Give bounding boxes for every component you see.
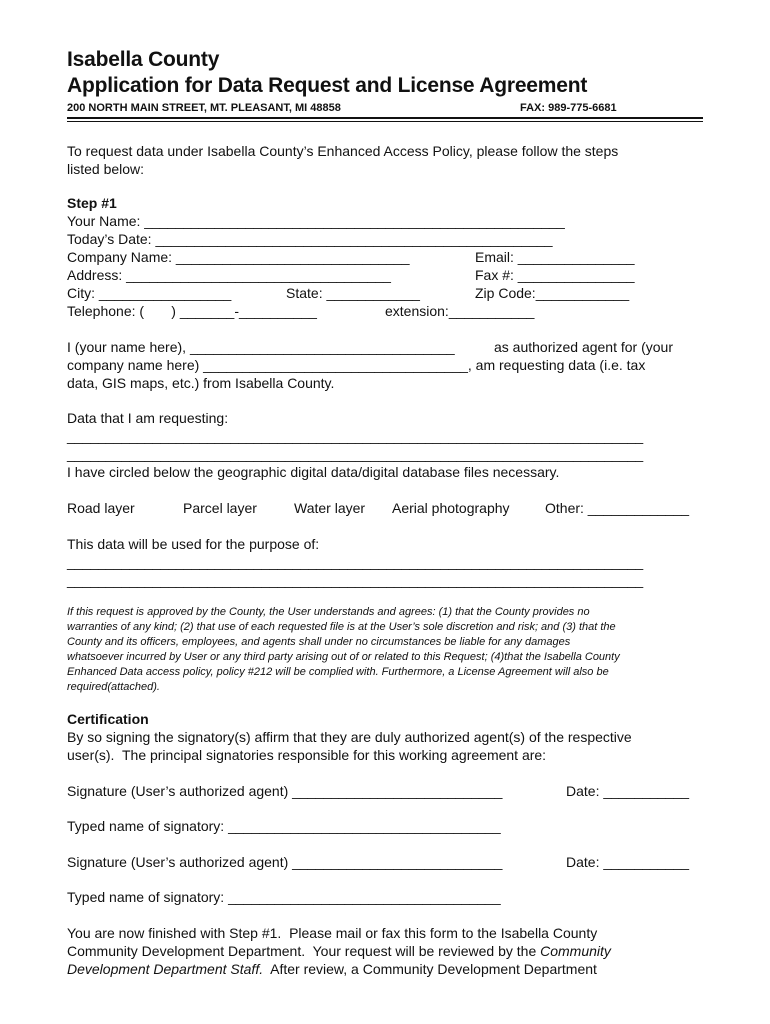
step1-heading: Step #1 (67, 195, 117, 211)
date-field-1[interactable]: Date: ___________ (566, 783, 689, 799)
agent-line-3: data, GIS maps, etc.) from Isabella County. (67, 375, 335, 391)
requesting-blank-2[interactable]: __________________________________________________________________________ (67, 446, 644, 462)
date-field-2[interactable]: Date: ___________ (566, 854, 689, 870)
city-field[interactable]: City: _________________ (67, 285, 232, 301)
disclaimer-line-2: warranties of any kind; (2) that use of each requested file is at the User’s sole discretion and risk; and (3) that the (67, 621, 616, 633)
certification-line-1: By so signing the signatory(s) affirm that they are duly authorized agent(s) of the respective (67, 729, 632, 745)
state-field[interactable]: State: ____________ (286, 285, 420, 301)
your-name-field[interactable]: Your Name: ______________________________________________________ (67, 213, 565, 229)
certification-line-2: user(s). The principal signatories responsible for this working agreement are: (67, 747, 547, 763)
county-title: Isabella County (67, 48, 220, 71)
other-layer-field[interactable]: Other: _____________ (545, 500, 690, 516)
typed-name-field-1[interactable]: Typed name of signatory: ___________________________________ (67, 818, 501, 834)
form-title: Application for Data Request and License Agreement (67, 74, 588, 97)
road-layer-option[interactable]: Road layer (67, 500, 135, 516)
zip-field[interactable]: Zip Code:____________ (475, 285, 630, 301)
parcel-layer-option[interactable]: Parcel layer (183, 500, 257, 516)
disclaimer-line-4: whatsoever incurred by User or any third party arising out of or related to this Request; (4)that the Isabella County (67, 651, 620, 663)
water-layer-option[interactable]: Water layer (294, 500, 366, 516)
agent-line-2[interactable]: company name here) __________________________________, am requesting data (i.e. tax (67, 357, 646, 373)
purpose-blank-1[interactable]: __________________________________________________________________________ (67, 554, 644, 570)
agent-line-1b: as authorized agent for (your (494, 339, 673, 355)
header-rule-thin (67, 121, 703, 122)
purpose-blank-2[interactable]: __________________________________________________________________________ (67, 572, 644, 588)
fax-line: FAX: 989-775-6681 (520, 102, 617, 114)
address-field[interactable]: Address: __________________________________ (67, 267, 391, 283)
intro-line-2: listed below: (67, 161, 145, 177)
finish-line-2 (67, 943, 611, 959)
finish-line-3 (67, 961, 597, 977)
finish-line-3-text: After review, a Community Development Department (263, 961, 597, 977)
typed-name-field-2[interactable]: Typed name of signatory: ___________________________________ (67, 889, 501, 905)
intro-line-1: To request data under Isabella County’s Enhanced Access Policy, please follow the steps (67, 143, 619, 159)
company-name-field[interactable]: Company Name: ______________________________ (67, 249, 410, 265)
requesting-label: Data that I am requesting: (67, 410, 229, 426)
aerial-photography-option[interactable]: Aerial photography (392, 500, 510, 516)
finish-line-3-dept: Development Department Staff. (67, 961, 264, 977)
purpose-label: This data will be used for the purpose of: (67, 536, 320, 552)
address-line: 200 NORTH MAIN STREET, MT. PLEASANT, MI 48858 (67, 102, 341, 114)
todays-date-field[interactable]: Today’s Date: ___________________________________________________ (67, 231, 553, 247)
signature-field-2[interactable]: Signature (User’s authorized agent) ___________________________ (67, 854, 503, 870)
fax-field[interactable]: Fax #: _______________ (475, 267, 635, 283)
finish-line-2-dept: Community (540, 943, 611, 959)
disclaimer-line-6: required(attached). (67, 681, 160, 693)
extension-field[interactable]: extension:___________ (385, 303, 535, 319)
signature-field-1[interactable]: Signature (User’s authorized agent) ___________________________ (67, 783, 503, 799)
circled-instructions: I have circled below the geographic digital data/digital database files necessary. (67, 464, 560, 480)
disclaimer-line-5: Enhanced Data access policy, policy #212 will be complied with. Furthermore, a License Agreement will also be (67, 666, 609, 678)
disclaimer-line-1: If this request is approved by the County, the User understands and agrees: (1) that the County provides no (67, 606, 590, 618)
disclaimer-line-3: County and its officers, employees, and agents shall under no circumstances be liable for any damages (67, 636, 571, 648)
agent-line-1a[interactable]: I (your name here), __________________________________ (67, 339, 455, 355)
email-field[interactable]: Email: _______________ (475, 249, 635, 265)
telephone-field[interactable]: Telephone: ( ) _______-__________ (67, 303, 317, 319)
finish-line-1: You are now finished with Step #1. Please mail or fax this form to the Isabella County (67, 925, 598, 941)
finish-line-2-text: Community Development Department. Your request will be reviewed by the (67, 943, 541, 959)
certification-heading: Certification (67, 711, 149, 727)
header-rule-thick (67, 117, 703, 119)
requesting-blank-1[interactable]: __________________________________________________________________________ (67, 428, 644, 444)
